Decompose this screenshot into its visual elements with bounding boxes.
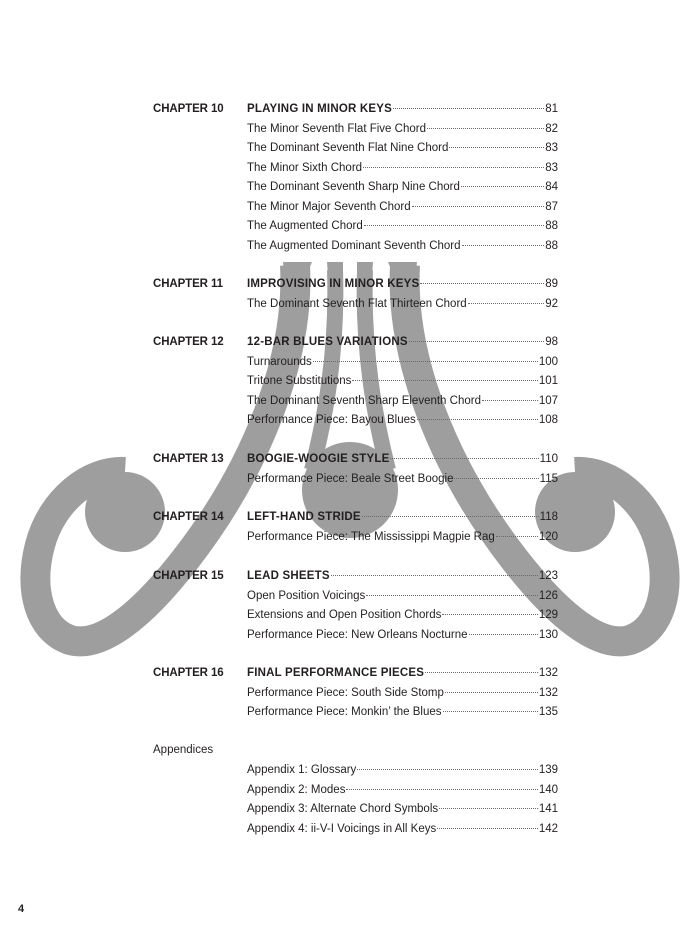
dot-leader [331, 575, 538, 576]
entry-title: The Minor Seventh Flat Five Chord [247, 122, 426, 135]
toc-entry[interactable] [247, 587, 558, 607]
dot-leader [412, 206, 545, 207]
chapter-title-entry[interactable] [247, 275, 558, 295]
entry-page-number: 126 [538, 589, 558, 602]
entry-page-number: 135 [538, 706, 558, 718]
toc-entry[interactable] [247, 217, 558, 237]
dot-leader [482, 400, 538, 401]
toc-entry[interactable] [247, 120, 558, 140]
chapter-entries [247, 450, 558, 489]
dot-leader [409, 341, 544, 342]
dot-leader [445, 692, 538, 693]
toc-entry[interactable] [247, 626, 558, 646]
chapter-label: CHAPTER 16 [153, 667, 224, 679]
entry-title: Performance Piece: The Mississippi Magpie Rag [247, 530, 495, 543]
toc-entry[interactable] [247, 178, 558, 198]
dot-leader [437, 828, 538, 829]
chapter-label: CHAPTER 15 [153, 570, 224, 582]
entry-title: The Minor Sixth Chord [247, 161, 363, 174]
entry-title: BOOGIE-WOOGIE STYLE [247, 453, 390, 465]
entry-page-number: 88 [545, 239, 558, 252]
entry-title: The Dominant Seventh Sharp Nine Chord [247, 181, 460, 193]
toc-entry[interactable] [247, 761, 558, 781]
entry-page-number: 142 [538, 822, 558, 835]
chapter-entries [247, 333, 558, 431]
dot-leader [461, 186, 544, 187]
entry-title: The Augmented Dominant Seventh Chord [247, 239, 461, 252]
dot-leader [417, 419, 538, 420]
entry-title: IMPROVISING IN MINOR KEYS [247, 278, 420, 290]
toc-entry[interactable] [247, 684, 558, 704]
entry-page-number: 89 [545, 278, 558, 290]
entry-page-number: 101 [538, 375, 558, 387]
chapter-entries [247, 100, 558, 256]
toc-entry[interactable] [247, 139, 558, 159]
entry-title: PLAYING IN MINOR KEYS [247, 103, 392, 115]
entry-title: The Dominant Seventh Flat Thirteen Chord [247, 297, 467, 310]
chapter-title-entry[interactable] [247, 508, 558, 528]
dot-leader [364, 225, 544, 226]
dot-leader [439, 808, 538, 809]
chapter-entries [247, 275, 558, 314]
toc-entry[interactable] [247, 528, 558, 548]
chapter-label: CHAPTER 11 [153, 278, 223, 290]
chapter-label: CHAPTER 14 [153, 511, 224, 523]
dot-leader [393, 108, 544, 109]
entry-page-number: 81 [545, 103, 558, 115]
entry-page-number: 84 [545, 181, 558, 193]
entry-title: Performance Piece: New Orleans Nocturne [247, 628, 468, 641]
entry-page-number: 88 [545, 220, 558, 232]
entry-title: 12-BAR BLUES VARIATIONS [247, 336, 408, 348]
entry-title: Appendix 1: Glossary [247, 764, 357, 776]
dot-leader [443, 711, 538, 712]
entry-page-number: 132 [538, 667, 558, 679]
toc-entry[interactable] [247, 470, 558, 490]
entry-title: Turnarounds [247, 355, 312, 368]
dot-leader [449, 147, 544, 148]
toc-entry[interactable] [247, 392, 558, 412]
chapter-title-entry[interactable] [247, 333, 558, 353]
dot-leader [363, 167, 544, 168]
entry-page-number: 129 [538, 609, 558, 621]
toc-entry[interactable] [247, 606, 558, 626]
entry-page-number: 92 [545, 297, 558, 310]
toc-entry[interactable] [247, 703, 558, 723]
chapter-entries [247, 664, 558, 723]
chapter-title-entry[interactable] [247, 664, 558, 684]
dot-leader [420, 283, 544, 284]
chapter-label: CHAPTER 10 [153, 103, 224, 115]
entry-page-number: 83 [545, 161, 558, 174]
toc-entry[interactable] [247, 353, 558, 373]
dot-leader [454, 478, 538, 479]
dot-leader [390, 458, 538, 459]
page-number: 4 [18, 903, 25, 915]
dot-leader [427, 128, 544, 129]
chapter-entries [247, 508, 558, 547]
appendix-entries [247, 761, 558, 839]
toc-entry[interactable] [247, 295, 558, 315]
entry-page-number: 108 [538, 414, 558, 426]
entry-title: Open Position Voicings [247, 589, 366, 602]
entry-page-number: 98 [545, 336, 558, 348]
entry-title: Appendix 4: ii-V-I Voicings in All Keys [247, 822, 437, 835]
chapter-label: CHAPTER 13 [153, 453, 224, 465]
entry-page-number: 110 [539, 453, 558, 465]
entry-page-number: 83 [545, 142, 558, 154]
entry-page-number: 115 [539, 472, 558, 485]
chapter-title-entry[interactable] [247, 567, 558, 587]
dot-leader [468, 303, 545, 304]
entry-title: LEAD SHEETS [247, 570, 330, 582]
entry-title: The Dominant Seventh Flat Nine Chord [247, 142, 449, 154]
chapter-entries [247, 567, 558, 645]
entry-page-number: 107 [538, 394, 558, 407]
toc-entry[interactable] [247, 781, 558, 801]
toc-entry[interactable] [247, 159, 558, 179]
entry-title: Appendix 2: Modes [247, 783, 346, 796]
toc-entry[interactable] [247, 800, 558, 820]
entry-title: Extensions and Open Position Chords [247, 609, 442, 621]
entry-title: Performance Piece: South Side Stomp [247, 686, 444, 699]
toc-entry[interactable] [247, 198, 558, 218]
entry-page-number: 141 [538, 803, 558, 815]
dot-leader [362, 516, 539, 517]
toc-entry[interactable] [247, 820, 558, 840]
entry-title: FINAL PERFORMANCE PIECES [247, 667, 425, 679]
entry-page-number: 132 [538, 686, 558, 699]
dot-leader [425, 672, 538, 673]
entry-title: Tritone Substitutions [247, 375, 352, 387]
entry-page-number: 123 [538, 570, 558, 582]
entry-page-number: 82 [545, 122, 558, 135]
appendices-label: Appendices [153, 744, 214, 756]
dot-leader [366, 595, 538, 596]
entry-title: The Augmented Chord [247, 220, 363, 232]
entry-title: LEFT-HAND STRIDE [247, 511, 361, 523]
entry-page-number: 130 [538, 628, 558, 641]
entry-page-number: 120 [538, 530, 558, 543]
dot-leader [346, 789, 537, 790]
toc-entry[interactable] [247, 372, 558, 392]
entry-page-number: 87 [545, 200, 558, 213]
dot-leader [352, 380, 537, 381]
dot-leader [462, 245, 545, 246]
toc-entry[interactable] [247, 237, 558, 257]
dot-leader [357, 769, 538, 770]
dot-leader [442, 614, 537, 615]
entry-page-number: 139 [538, 764, 558, 776]
dot-leader [313, 361, 538, 362]
entry-title: Appendix 3: Alternate Chord Symbols [247, 803, 439, 815]
entry-title: Performance Piece: Monkin’ the Blues [247, 706, 442, 718]
entry-page-number: 118 [539, 511, 558, 523]
entry-title: The Dominant Seventh Sharp Eleventh Chord [247, 394, 481, 407]
entry-title: Performance Piece: Bayou Blues [247, 414, 416, 426]
entry-page-number: 140 [538, 783, 558, 796]
entry-title: The Minor Major Seventh Chord [247, 200, 411, 213]
chapter-title-entry[interactable] [247, 100, 558, 120]
toc-entry[interactable] [247, 411, 558, 431]
entry-page-number: 100 [538, 355, 558, 368]
chapter-title-entry[interactable] [247, 450, 558, 470]
entry-title: Performance Piece: Beale Street Boogie [247, 472, 454, 485]
chapter-label: CHAPTER 12 [153, 336, 224, 348]
dot-leader [469, 634, 538, 635]
dot-leader [496, 536, 538, 537]
